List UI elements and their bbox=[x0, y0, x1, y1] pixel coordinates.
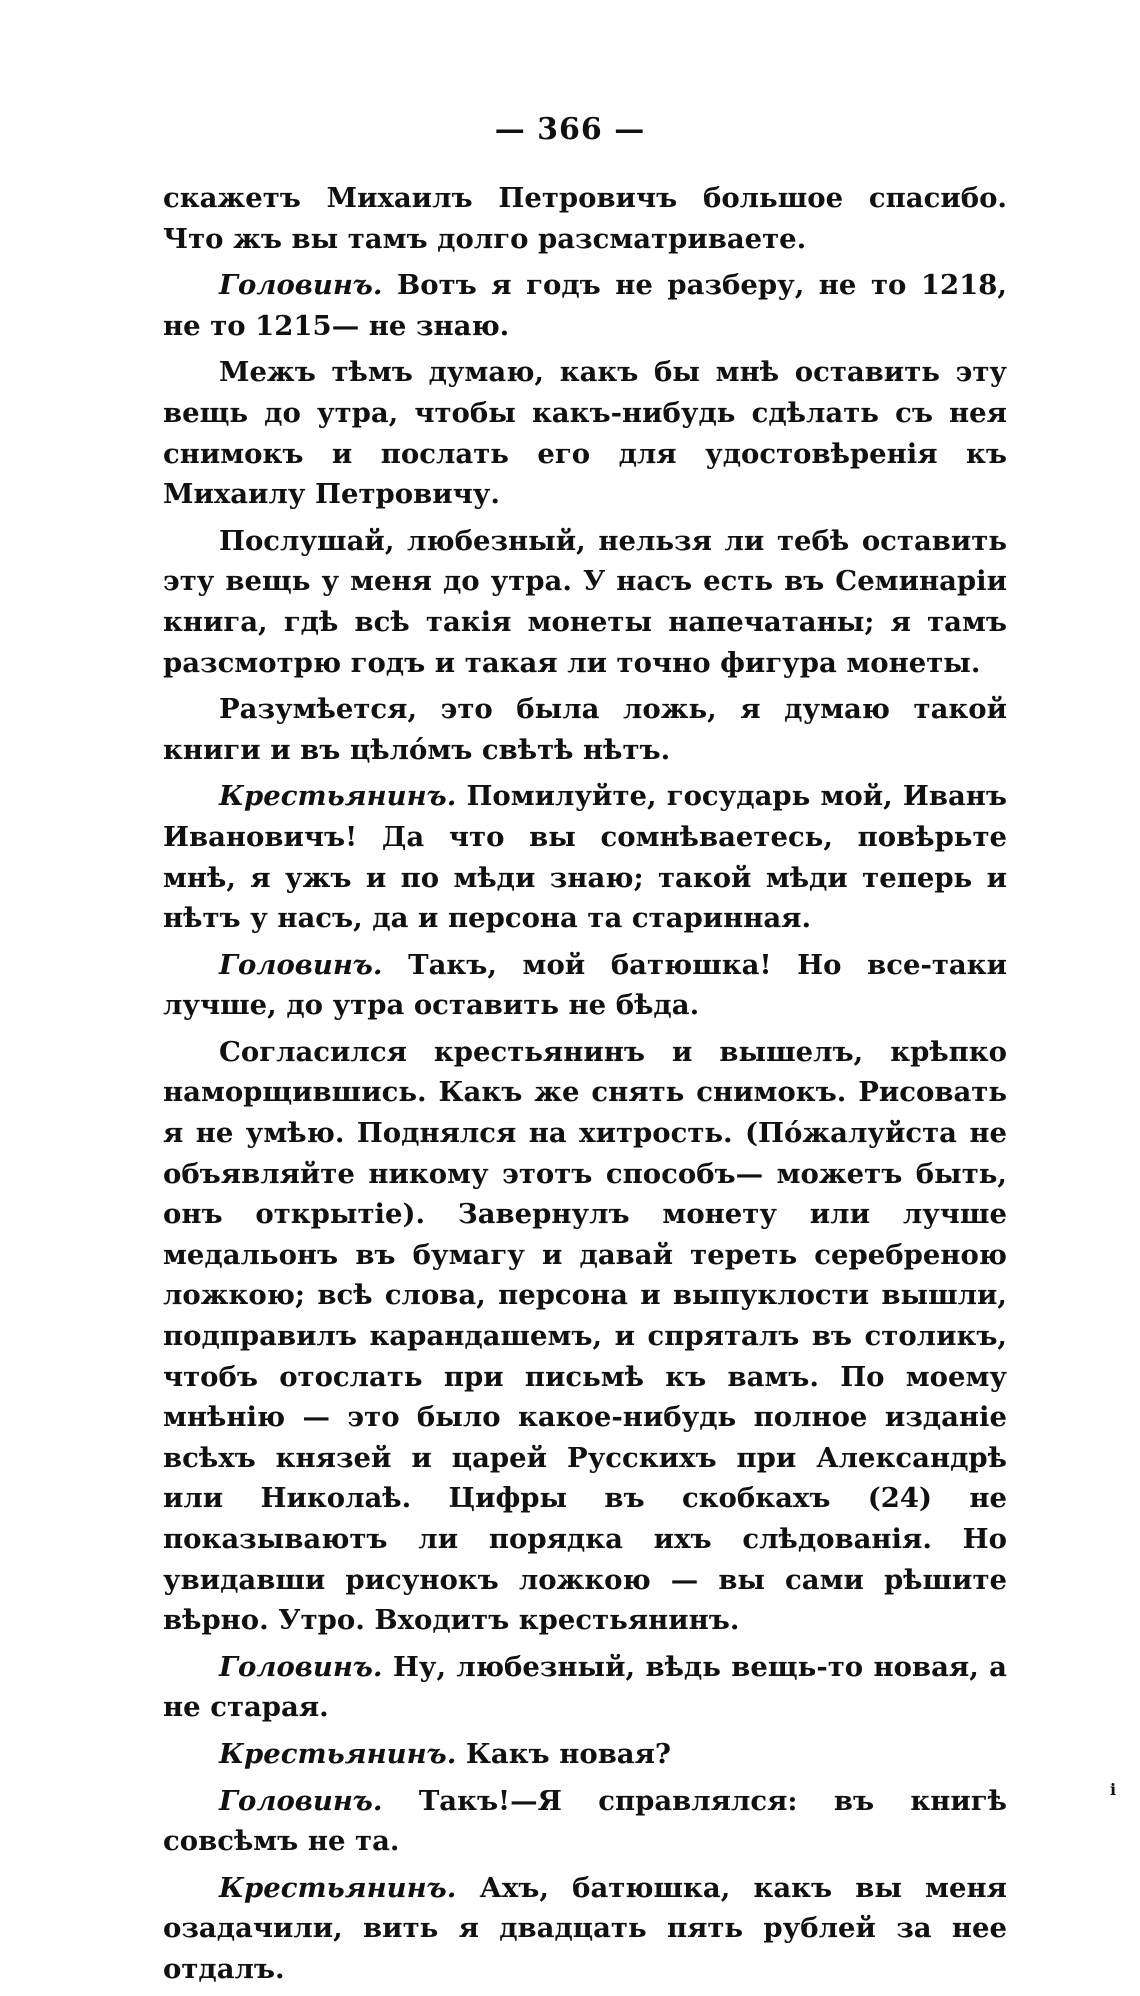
paragraph-text: Помилуйте, государь мой, Иванъ Ивановичъ! Да что вы сомнѣваетесь, повѣрьте мнѣ, я ужъ и по мѣди знаю; такой мѣди теперь и нѣтъ у насъ, да и персона та старинная. bbox=[163, 780, 1007, 935]
paragraph bbox=[163, 1868, 1007, 1990]
paragraph-text: Такъ, мой батюшка! Но все-таки лучше, до утра оставить не бѣда. bbox=[163, 948, 1007, 1022]
paragraph-text: Ахъ, батюшка, какъ вы меня озадачили, вить я двадцать пять рублей за нее отдалъ. bbox=[163, 1871, 1007, 1985]
corner-mark: i bbox=[1110, 1780, 1117, 1799]
page-body bbox=[163, 178, 1007, 1996]
paragraph-text: Вотъ я годъ не разберу, не то 1218, не то 1215— не знаю. bbox=[163, 269, 1007, 342]
paragraph bbox=[163, 521, 1007, 683]
paragraph bbox=[163, 776, 1007, 938]
page-number: — 366 — bbox=[494, 112, 646, 147]
paragraph-text: Послушай, любезный, нельзя ли тебѣ оставить эту вещь у меня до утра. У насъ есть въ Семинаріи книга, гдѣ всѣ такія монеты напечатаны; я тамъ разсмотрю годъ и такая ли точно фигура монеты. bbox=[163, 524, 1007, 679]
speaker-name: Крестьянинъ. bbox=[219, 1871, 457, 1904]
paragraph bbox=[163, 178, 1007, 259]
paragraph-text: Разумѣется, это была ложь, я думаю такой книги и въ цѣло́мъ свѣтѣ нѣтъ. bbox=[163, 693, 1007, 766]
paragraph bbox=[163, 1647, 1007, 1728]
paragraph bbox=[163, 1781, 1007, 1862]
speaker-name: Головинъ. bbox=[219, 1650, 383, 1683]
paragraph bbox=[163, 689, 1007, 770]
paragraph-text: Такъ!—Я справлялся: въ книгѣ совсѣмъ не та. bbox=[163, 1784, 1007, 1858]
paragraph-text: Согласился крестьянинъ и вышелъ, крѣпко наморщившись. Какъ же снять снимокъ. Рисовать я не умѣю. Поднялся на хитрость. (По́жалуйста не объявляйте никому этотъ способъ— можетъ быть, онъ открытіе). Завернулъ монету или лучше медальонъ въ бумагу и давай тереть серебреною ложкою; всѣ слова, персона и выпуклости вышли, подправилъ карандашемъ, и спряталъ въ столикъ, чтобъ отослать при письмѣ къ вамъ. По моему мнѣнію — это было какое-нибудь полное изданіе всѣхъ князей и царей Русскихъ при Александрѣ или Николаѣ. Цифры въ скобкахъ (24) не показываютъ ли порядка ихъ слѣдованія. Но увидавши рисунокъ ложкою — вы сами рѣшите вѣрно. Утро. Входитъ крестьянинъ. bbox=[163, 1035, 1007, 1637]
paragraph bbox=[163, 945, 1007, 1026]
speaker-name: Головинъ. bbox=[219, 1784, 383, 1817]
paragraph bbox=[163, 352, 1007, 514]
paragraph bbox=[163, 1734, 1007, 1775]
speaker-name: Головинъ. bbox=[219, 948, 383, 981]
speaker-name: Крестьянинъ. bbox=[219, 780, 457, 813]
paragraph-text: скажетъ Михаилъ Петровичъ большое спасибо. Что жъ вы тамъ долго разсматриваете. bbox=[163, 182, 1007, 255]
paragraph-text: Межъ тѣмъ думаю, какъ бы мнѣ оставить эту вещь до утра, чтобы какъ-нибудь сдѣлать съ нея снимокъ и послать его для удостовѣренія къ Михаилу Петровичу. bbox=[163, 356, 1007, 511]
speaker-name: Крестьянинъ. bbox=[219, 1737, 457, 1770]
paragraph-text: Какъ новая? bbox=[456, 1737, 672, 1770]
paragraph-text: Ну, любезный, вѣдь вещь-то новая, а не старая. bbox=[163, 1650, 1007, 1724]
paragraph bbox=[163, 265, 1007, 346]
speaker-name: Головинъ. bbox=[219, 269, 383, 302]
paragraph bbox=[163, 1032, 1007, 1641]
